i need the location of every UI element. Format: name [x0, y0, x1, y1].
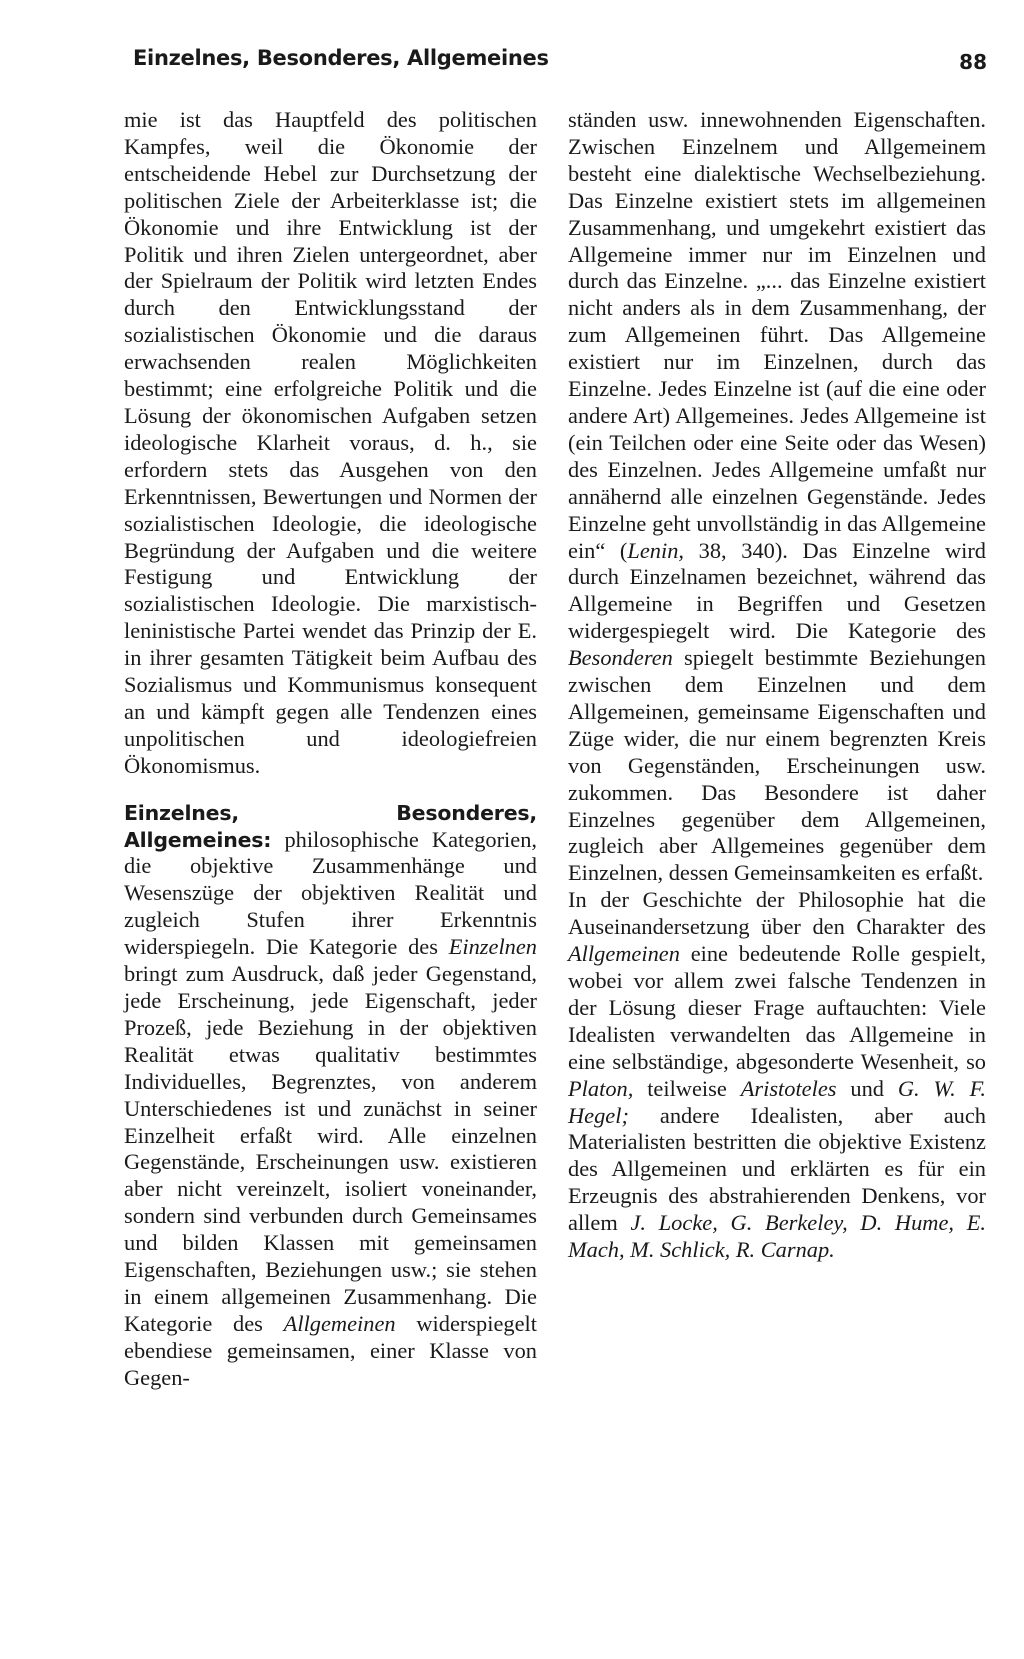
- entry-italic-einzelnen: Einzelnen: [448, 934, 537, 960]
- italic-besonderen: Besonderen: [568, 645, 673, 671]
- entry-text-2: bringt zum Ausdruck, daß jeder Gegenstand, jede Erscheinung, jede Eigenschaft, jeder Prozeß, jede Beziehung in der objektiven Realität etwas qualitativ bestimmtes Individuelles, Begrenztes, von anderem Unterschiedenes ist und zunächst in seiner Einzelheit erfaßt wird. Alle einzelnen Gegenstände, Erscheinungen usw. existieren aber nicht vereinzelt, isoliert voneinander, sondern sind verbunden durch Gemeinsames und bilden Klassen mit gemeinsamen Eigenschaften, Beziehungen usw.; sie stehen in einem allgemeinen Zusammenhang. Die Kategorie des: [124, 961, 537, 1336]
- italic-lenin: Lenin,: [627, 537, 684, 563]
- right2-text-1: In der Geschichte der Philosophie hat die Auseinandersetzung über den Charakter des: [568, 887, 986, 940]
- right2-text-4: und: [836, 1075, 898, 1101]
- page-number: 88: [959, 50, 987, 74]
- italic-aristoteles: Aristoteles: [740, 1075, 837, 1101]
- entry-text-1: philosophische Kategorien, die objektive Zusammenhänge und Wesenszüge der objektiven Realität und zugleich Stufen ihrer Erkenntnis widerspiegeln. Die Kategorie des: [124, 826, 537, 960]
- right-column: [568, 107, 986, 1264]
- running-head: Einzelnes, Besonderes, Allgemeines: [133, 46, 549, 70]
- dictionary-entry: [124, 800, 537, 1392]
- entry-italic-allgemeinen: Allgemeinen: [283, 1310, 396, 1336]
- right-paragraph-1: [568, 107, 986, 887]
- italic-platon: Platon,: [568, 1075, 634, 1101]
- italic-allgemeinen-2: Allgemeinen: [568, 941, 680, 967]
- entry-text-3: widerspiegelt ebendiese gemeinsamen, einer Klasse von Gegen-: [124, 1310, 537, 1390]
- italic-philosophers-list: J. Locke, G. Berkeley, D. Hume, E. Mach, M. Schlick, R. Carnap.: [568, 1210, 986, 1263]
- continuation-paragraph: [124, 107, 537, 780]
- entry-headword: Einzelnes, Besonderes, Allgemeines:: [124, 800, 537, 852]
- italic-hegel: G. W. F. Hegel;: [568, 1075, 987, 1128]
- right-text-2: 38, 340). Das Einzelne wird durch Einzelnamen bezeichnet, während das Allgemeine in Begriffen und Gesetzen widergespiegelt wird. Die Kategorie des: [568, 537, 986, 644]
- left-column: [124, 107, 537, 1392]
- right2-text-3: teilweise: [633, 1075, 741, 1101]
- right-text-1: ständen usw. innewohnenden Eigenschaften. Zwischen Einzelnem und Allgemeinem besteht eine dialektische Wechselbeziehung. Das Einzelne existiert stets im allgemeinen Zusammenhang, und umgekehrt existiert das Allgemeine immer nur im Einzelnen und durch das Einzelne. „... das Einzelne existiert nicht anders als in dem Zusammenhang, der zum Allgemeinen führt. Das Allgemeine existiert nur im Einzelnen, durch das Einzelne. Jedes Einzelne ist (auf die eine oder andere Art) Allgemeines. Jedes Allgemeine ist (ein Teilchen oder eine Seite oder das Wesen) des Einzelnen. Jedes Allgemeine umfaßt nur annähernd alle einzelnen Gegenstände. Jedes Einzelne geht unvollständig in das Allgemeine ein“ (: [568, 107, 986, 563]
- right2-text-5: andere Idealisten, aber auch Materialisten bestritten die objektive Existenz des Allgemeinen und erklärten es für ein Erzeugnis des abstrahierenden Denkens, vor allem: [568, 1102, 986, 1236]
- right-paragraph-2: [568, 887, 986, 1264]
- right2-text-2: eine bedeutende Rolle gespielt, wobei vor allem zwei falsche Tendenzen in der Lösung dieser Frage auftauchten: Viele Idealisten verwandelten das Allgemeine in eine selbständige, abgesonderte Wesenheit, so: [568, 941, 986, 1074]
- right-text-3: spiegelt bestimmte Beziehungen zwischen dem Einzelnen und dem Allgemeinen, gemeinsame Eigenschaften und Züge wider, die nur einem begrenzten Kreis von Gegenständen, Erscheinungen usw. zukommen. Das Besondere ist daher Einzelnes gegenüber dem Allgemeinen, zugleich aber Allgemeines gegenüber dem Einzelnen, dessen Gemeinsamkeiten es erfaßt.: [568, 645, 986, 886]
- page-header: [133, 46, 993, 86]
- continuation-text: mie ist das Hauptfeld des politischen Kampfes, weil die Ökonomie der entscheidende Hebel zur Durchsetzung der politischen Ziele der Arbeiterklasse ist; die Ökonomie und ihre Entwicklung ist der Politik und ihren Zielen untergeordnet, aber der Spielraum der Politik wird letzten Endes durch den Entwicklungsstand der sozialistischen Ökonomie und die daraus erwachsenden realen Möglichkeiten bestimmt; eine erfolgreiche Politik und die Lösung der ökonomischen Aufgaben setzen ideologische Klarheit voraus, d. h., sie erfordern stets das Ausgehen von den Erkenntnissen, Bewertungen und Normen der sozialistischen Ideologie, die ideologische Begründung der Aufgaben und die weitere Festigung und Entwicklung der sozialistischen Ideologie. Die marxistisch-leninistische Partei wendet das Prinzip der E. in ihrer gesamten Tätigkeit beim Aufbau des Sozialismus und Kommunismus konsequent an und kämpft gegen alle Tendenzen eines unpolitischen und ideologiefreien Ökonomismus.: [124, 107, 537, 778]
